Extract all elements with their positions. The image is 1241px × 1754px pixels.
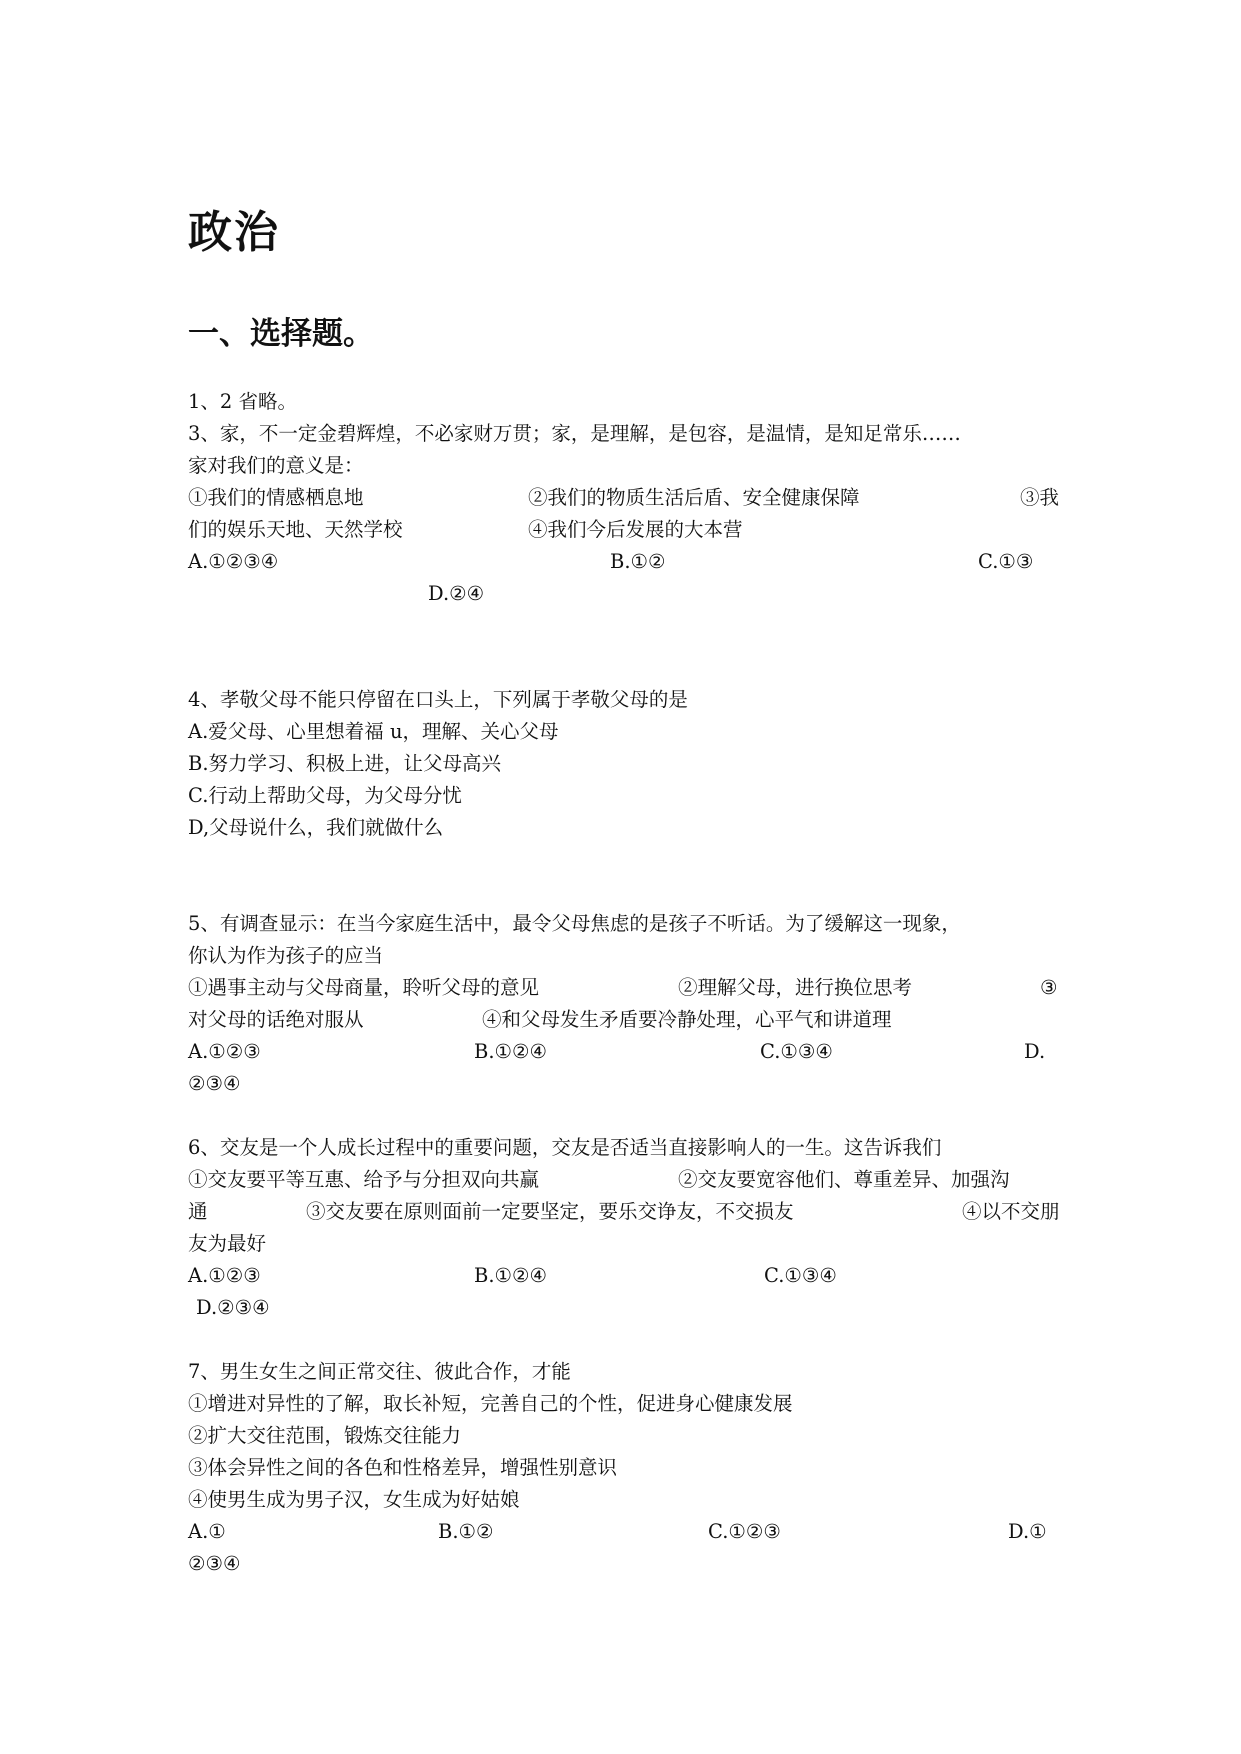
- q6-option-4-part2: 友为最好: [188, 1232, 267, 1255]
- q7-answer-a: A.①: [188, 1520, 226, 1543]
- q4-answer-b: B.努力学习、积极上进，让父母高兴: [188, 752, 502, 775]
- q3-option-2: ②我们的物质生活后盾、安全健康保障: [528, 486, 860, 509]
- q7-option-3: ③体会异性之间的各色和性格差异，增强性别意识: [188, 1456, 618, 1479]
- q6-answer-a: A.①②③: [188, 1264, 261, 1287]
- q6-option-3: ③交友要在原则面前一定要坚定，要乐交诤友，不交损友: [306, 1200, 794, 1223]
- q4-answer-a: A.爱父母、心里想着福 u，理解、关心父母: [188, 720, 559, 743]
- q3-answer-d: D.②④: [428, 582, 485, 605]
- q3-answer-c: C.①③: [978, 550, 1034, 573]
- q6-answer-b: B.①②④: [474, 1264, 547, 1287]
- q3-option-3-part2: 们的娱乐天地、天然学校: [188, 518, 403, 541]
- question-5-stem-line2: 你认为作为孩子的应当: [188, 944, 384, 967]
- q4-answer-d: D,父母说什么，我们就做什么: [188, 816, 444, 839]
- q7-option-4: ④使男生成为男子汉，女生成为好姑娘: [188, 1488, 520, 1511]
- q7-answer-d-part2: ②③④: [188, 1552, 241, 1575]
- q7-option-2: ②扩大交往范围，锻炼交往能力: [188, 1424, 462, 1447]
- q7-answer-b: B.①②: [438, 1520, 494, 1543]
- q6-option-2-part1: ②交友要宽容他们、尊重差异、加强沟: [678, 1168, 1010, 1191]
- q6-option-2-part2: 通: [188, 1200, 208, 1223]
- question-3-stem-line1: 3、家，不一定金碧辉煌，不必家财万贯；家，是理解，是包容，是温情，是知足常乐……: [188, 422, 961, 445]
- q5-option-3-part2: 对父母的话绝对服从: [188, 1008, 364, 1031]
- q3-option-1: ①我们的情感栖息地: [188, 486, 364, 509]
- question-6-stem: 6、交友是一个人成长过程中的重要问题，交友是否适当直接影响人的一生。这告诉我们: [188, 1136, 942, 1159]
- question-1-2: 1、2 省略。: [188, 390, 298, 413]
- q5-answer-d-label: D.: [1024, 1040, 1046, 1063]
- page-title: 政治: [188, 207, 280, 258]
- q3-option-3-part1: ③我: [1020, 486, 1060, 509]
- q5-option-2: ②理解父母，进行换位思考: [678, 976, 913, 999]
- q5-option-4: ④和父母发生矛盾要冷静处理，心平气和讲道理: [482, 1008, 892, 1031]
- q6-option-1: ①交友要平等互惠、给予与分担双向共赢: [188, 1168, 540, 1191]
- q5-answer-d-value: ②③④: [188, 1072, 241, 1095]
- q3-answer-a: A.①②③④: [188, 550, 279, 573]
- q5-option-1: ①遇事主动与父母商量，聆听父母的意见: [188, 976, 540, 999]
- q3-answer-b: B.①②: [610, 550, 666, 573]
- q5-option-3-part1: ③: [1040, 976, 1058, 999]
- q6-answer-c: C.①③④: [764, 1264, 837, 1287]
- q5-answer-b: B.①②④: [474, 1040, 547, 1063]
- question-7-stem: 7、男生女生之间正常交往、彼此合作，才能: [188, 1360, 571, 1383]
- q7-answer-d-part1: D.①: [1008, 1520, 1047, 1543]
- question-4-stem: 4、孝敬父母不能只停留在口头上，下列属于孝敬父母的是: [188, 688, 688, 711]
- question-3-stem-line2: 家对我们的意义是：: [188, 454, 364, 477]
- q7-answer-c: C.①②③: [708, 1520, 781, 1543]
- q6-option-4-part1: ④以不交朋: [962, 1200, 1060, 1223]
- section-heading: 一、选择题。: [188, 316, 374, 352]
- q4-answer-c: C.行动上帮助父母，为父母分忧: [188, 784, 462, 807]
- q5-answer-a: A.①②③: [188, 1040, 261, 1063]
- q3-option-4: ④我们今后发展的大本营: [528, 518, 743, 541]
- q7-option-1: ①增进对异性的了解，取长补短，完善自己的个性，促进身心健康发展: [188, 1392, 793, 1415]
- q6-answer-d: D.②③④: [196, 1296, 270, 1319]
- question-5-stem-line1: 5、有调查显示：在当今家庭生活中，最令父母焦虑的是孩子不听话。为了缓解这一现象，: [188, 912, 961, 935]
- q5-answer-c: C.①③④: [760, 1040, 833, 1063]
